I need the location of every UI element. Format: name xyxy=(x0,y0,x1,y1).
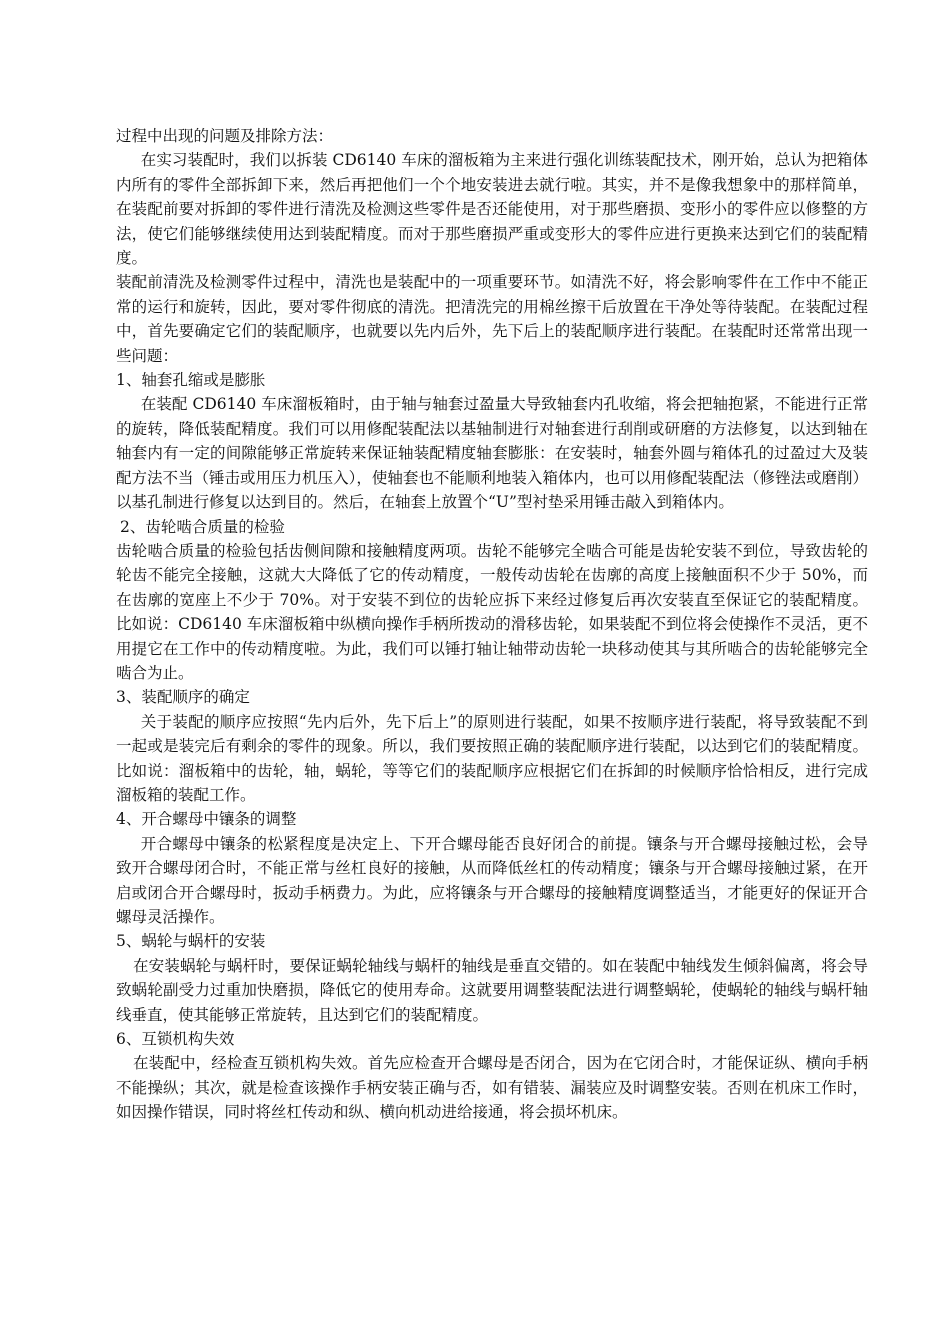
section-body-2: 齿轮啮合质量的检验包括齿侧间隙和接触精度两项。齿轮不能够完全啮合可能是齿轮安装不到位，导致齿轮的轮齿不能完全接触，这就大大降低了它的传动精度，一般传动齿轮在齿廓的高度上接触面积不少于 50%，而在齿廓的宽座上不少于 70%。对于安装不到位的齿轮应拆下来经过修复后再次安装直至保证它的装配精度。比如说：CD6140 车床溜板箱中纵横向操作手柄所拨动的滑移齿轮，如果装配不到位将会使操作不灵活，更不用提它在工作中的传动精度啦。为此，我们可以锤打轴让轴带动齿轮一块移动使其与其所啮合的齿轮能够完全啮合为止。 xyxy=(116,541,868,682)
section-heading-1: 1、轴套孔缩或是膨胀 xyxy=(116,371,266,390)
section-body-5: 在安装蜗轮与蜗杆时，要保证蜗轮轴线与蜗杆的轴线是垂直交错的。如在装配中轴线发生倾斜偏离，将会导致蜗轮副受力过重加快磨损，降低它的使用寿命。这就要用调整装配法进行调整蜗轮，使蜗轮的轴线与蜗杆轴线垂直，使其能够正常旋转，且达到它们的装配精度。 xyxy=(116,956,868,1024)
section-heading-4: 4、开合螺母中镶条的调整 xyxy=(116,810,297,829)
section-heading-2: 2、齿轮啮合质量的检验 xyxy=(120,517,285,536)
section-body-4: 开合螺母中镶条的松紧程度是决定上、下开合螺母能否良好闭合的前提。镶条与开合螺母接触过松，会导致开合螺母闭合时，不能正常与丝杠良好的接触，从而降低丝杠的传动精度；镶条与开合螺母接触过紧，在开启或闭合开合螺母时，扳动手柄费力。为此，应将镶条与开合螺母的接触精度调整适当，才能更好的保证开合螺母灵活操作。 xyxy=(116,834,868,926)
section-body-3: 关于装配的顺序应按照“先内后外，先下后上”的原则进行装配，如果不按顺序进行装配，将导致装配不到一起或是装完后有剩余的零件的现象。所以，我们要按照正确的装配顺序进行装配，以达到它们的装配精度。比如说：溜板箱中的齿轮，轴，蜗轮，等等它们的装配顺序应根据它们在拆卸的时候顺序恰恰相反，进行完成溜板箱的装配工作。 xyxy=(116,712,868,804)
section-body-1: 在装配 CD6140 车床溜板箱时，由于轴与轴套过盈量大导致轴套内孔收缩，将会把轴抱紧，不能进行正常的旋转，降低装配精度。我们可以用修配装配法以基轴制进行对轴套进行刮削或研磨的方法修复，以达到轴在轴套内有一定的间隙能够正常旋转来保证轴装配精度轴套膨胀：在安装时，轴套外圆与箱体孔的过盈过大及装配方法不当（锤击或用压力机压入），使轴套也不能顺利地装入箱体内，也可以用修配装配法（修锉法或磨削）以基孔制进行修复以达到目的。然后，在轴套上放置个“U”型衬垫采用锤击敲入到箱体内。 xyxy=(116,395,868,512)
intro-heading: 过程中出现的问题及排除方法： xyxy=(116,127,334,145)
intro-paragraph-2: 装配前清洗及检测零件过程中，清洗也是装配中的一项重要环节。如清洗不好，将会影响零件在工作中不能正常的运行和旋转，因此，要对零件彻底的清洗。把清洗完的用棉丝擦干后放置在干净处等待装配。在装配过程中，首先要确定它们的装配顺序，也就要以先内后外，先下后上的装配顺序进行装配。在装配时还常常出现一些问题： xyxy=(116,273,868,365)
section-heading-5: 5、蜗轮与蜗杆的安装 xyxy=(116,932,266,951)
section-body-6: 在装配中，经检查互锁机构失效。首先应检查开合螺母是否闭合，因为在它闭合时，才能保证纵、横向手柄不能操纵；其次，就是检查该操作手柄安装正确与否，如有错装、漏装应及时调整安装。否则在机床工作时，如因操作错误，同时将丝杠传动和纵、横向机动进给接通，将会损坏机床。 xyxy=(116,1054,868,1122)
section-heading-6: 6、互锁机构失效 xyxy=(116,1030,235,1049)
document-page xyxy=(116,124,868,1125)
section-heading-3: 3、装配顺序的确定 xyxy=(116,688,250,707)
intro-paragraph-1: 在实习装配时，我们以拆装 CD6140 车床的溜板箱为主来进行强化训练装配技术，刚开始，总认为把箱体内所有的零件全部拆卸下来，然后再把他们一个个地安装进去就行啦。其实，并不是像我想象中的那样简单，在装配前要对拆卸的零件进行清洗及检测这些零件是否还能使用，对于那些磨损、变形小的零件应以修整的方法，使它们能够继续使用达到装配精度。而对于那些磨损严重或变形大的零件应进行更换来达到它们的装配精度。 xyxy=(116,151,868,268)
